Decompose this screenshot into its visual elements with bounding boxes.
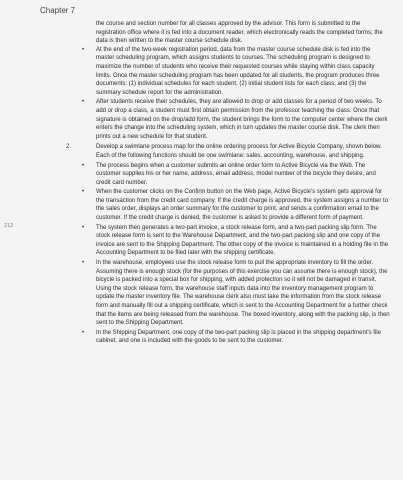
bullet-list-item2	[80, 162, 390, 346]
bullet-icon: •	[82, 189, 85, 196]
page-number: 212	[4, 223, 14, 229]
bullet-icon: •	[82, 329, 85, 336]
list-item-text: In the warehouse, employees use the stock release form to pull the appropriate inventory to fill the order. Assuming there is enough stock (for the purposes of this exercise you can assume there is enough stock), the bicycle is packed into a special box for shipping, with added protection so it will not be damaged in transit. Using the stock release form, the warehouse staff inputs data into the inventory management program to update the master inventory file. The warehouse clerk also must take the information from the stock release form and manually fill out a shipping certificate, which is sent to the Accounting Department for a further check that the items are being released from the warehouse. The boxed inventory, along with the packing slip, is then sent to the Shipping Department.	[96, 260, 390, 327]
list-item	[80, 162, 390, 188]
list-item	[80, 46, 390, 98]
bullet-icon: •	[82, 260, 85, 267]
continued-paragraph: the course and section number for all classes approved by the advisor. This form is submitted to the registration office where it is fed into a document reader, which electronically reads the completed forms; the data is then written to the master course schedule disk.	[96, 21, 383, 45]
list-item-text: The process begins when a customer submits an online order form to Active Bicycle via the Web. The customer supplies his or her name, address, email address, model number of the bicycle they desire, and credit card number.	[96, 162, 376, 186]
list-item-text: When the customer clicks on the Confirm button on the Web page, Active Bicycle's system gets approval for the transaction from the credit card company. If the credit charge is approved, the system assigns a number to the sales order, displays an order summary for the customer to print, and sends a confirmation email to the customer. If the credit charge is denied, the customer is asked to provide a different form of payment.	[96, 189, 389, 222]
bullet-icon: •	[82, 224, 85, 231]
bullet-icon: •	[82, 46, 85, 53]
list-item-text: In the Shipping Department, one copy of the two-part packing slip is placed in the shipping department's file cabinet, and one is included with the goods to be sent to the customer.	[96, 329, 381, 345]
bullet-icon: •	[82, 162, 85, 169]
chapter-header: Chapter 7	[40, 6, 76, 15]
text-column	[66, 20, 390, 347]
list-item-text: At the end of the two-week registration period, data from the master course schedule disk is fed into the master scheduling program, which assigns students to courses. The scheduling program is designed to maximize the number of students who receive their requested courses while staying within class capacity limits. Once the master scheduling program has been updated for all students, the program produces three documents: (1) individual schedules for each student, (2) initial student lists for each class, and (3) the summary schedule report for the administration.	[96, 46, 380, 96]
exercise-item-2	[66, 143, 390, 160]
list-item-text: After students receive their schedules, they are allowed to drop or add classes for a period of two weeks. To add or drop a class, a student must first obtain permission from the professor teaching the class. Once that signature is obtained on the drop/add form, the student brings the form to the computer center where the clerk enters the change into the scheduling system, which in turn updates the master course disk. The clerk then prints out a new schedule for that student.	[96, 99, 388, 140]
list-item	[80, 259, 390, 328]
list-item	[80, 98, 390, 141]
exercise-intro: Develop a swimlane process map for the online ordering process for Active Bicycle Company, shown below. Each of the following functions should be one swimlane: sales, accounting, warehouse, and shipping.	[96, 144, 382, 159]
exercise-number: 2.	[66, 144, 72, 151]
list-item-text: The system then generates a two-part invoice, a stock release form, and a two-part packing slip form. The stock release form is sent to the Warehouse Department, and the two-part packing slip and one copy of the invoice are sent to the Shipping Department. The other copy of the invoice is maintained in a holding file in the Accounting Department to be filed later with the shipping certificate.	[96, 224, 389, 257]
list-item	[80, 224, 390, 258]
bullet-list-top	[80, 46, 390, 142]
list-item	[80, 329, 390, 346]
bullet-icon: •	[82, 99, 85, 106]
list-item	[80, 188, 390, 222]
